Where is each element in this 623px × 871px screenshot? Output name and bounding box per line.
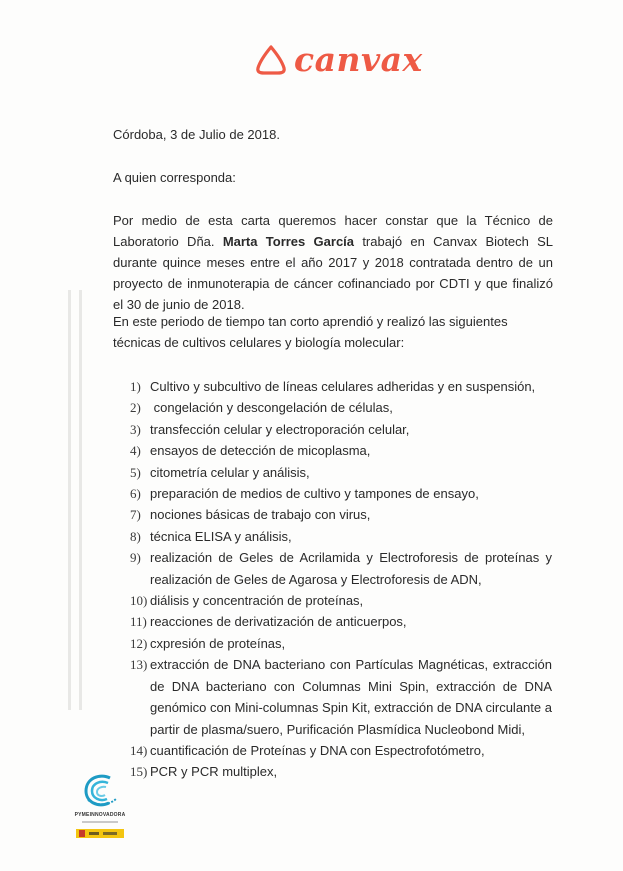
technique-item xyxy=(130,504,552,525)
technique-number: 15) xyxy=(130,764,148,780)
technique-item xyxy=(130,611,552,632)
employee-name: Marta Torres García xyxy=(222,234,355,249)
technique-item xyxy=(130,419,552,440)
technique-item xyxy=(130,376,552,397)
technique-item xyxy=(130,740,552,761)
paragraph-1-intro: Por medio de esta carta queremos hacer constar que la Técnico de Laboratorio Dña. xyxy=(113,213,553,249)
paragraph-1-body: trabajó en Canvax Biotech SL durante quince meses entre el año 2017 y 2018 contratada dentro de un proyecto de inmunoterapia de cáncer cofinanciado por CDTI y que finalizó el 30 de junio de 2018. xyxy=(113,234,554,312)
canvax-logo xyxy=(254,40,423,80)
letter-date: Córdoba, 3 de Julio de 2018. xyxy=(113,127,280,142)
technique-number: 9) xyxy=(130,550,141,566)
technique-item xyxy=(130,633,552,654)
registry-side-text xyxy=(62,290,88,710)
technique-text: citometría celular y análisis, xyxy=(150,464,310,480)
technique-text: extracción de DNA bacteriano con Partículas Magnéticas, extracción de DNA bacteriano con Columnas Mini Spin, extracción de DNA genómico con Mini-columnas Spin Kit, extracción de DNA circulante a partir de plasma/suero, Purificación Plasmídica Nucleobond Midi, xyxy=(150,657,552,737)
letter-paragraph-1 xyxy=(113,210,553,315)
technique-item xyxy=(130,547,552,590)
technique-text: cxpresión de proteínas, xyxy=(150,635,286,651)
technique-number: 1) xyxy=(130,379,141,394)
letter-paragraph-2: En este periodo de tiempo tan corto aprendió y realizó las siguientes técnicas de cultivos celulares y biología molecular: xyxy=(113,314,508,350)
spain-government-badge xyxy=(76,829,124,838)
technique-number: 7) xyxy=(130,507,141,523)
technique-item xyxy=(130,397,552,418)
technique-text: realización de Geles de Acrilamida y Electroforesis de proteínas y realización de Geles de Agarosa y Electroforesis de ADN, xyxy=(150,550,552,587)
technique-number: 10) xyxy=(130,593,148,609)
technique-number: 4) xyxy=(130,443,141,459)
technique-item xyxy=(130,483,552,504)
technique-text: diálisis y concentración de proteínas, xyxy=(150,593,364,609)
canvax-triangle-icon xyxy=(254,44,288,76)
technique-number: 8) xyxy=(130,528,141,544)
technique-text: nociones básicas de trabajo con virus, xyxy=(150,507,371,523)
technique-text: transfección celular y electroporación celular, xyxy=(150,421,410,437)
technique-item xyxy=(130,590,552,611)
pyme-subtitle-line xyxy=(82,821,118,823)
technique-text: preparación de medios de cultivo y tampones de ensayo, xyxy=(150,486,479,502)
pyme-innovadora-seal xyxy=(72,772,128,838)
technique-text: Cultivo y subcultivo de líneas celulares adheridas y en suspensión, xyxy=(150,379,536,394)
technique-number: 11) xyxy=(130,614,147,630)
technique-text: PCR y PCR multiplex, xyxy=(150,764,278,780)
technique-text: técnica ELISA y análisis, xyxy=(150,528,292,544)
technique-text: cuantificación de Proteínas y DNA con Espectrofotómetro, xyxy=(150,742,485,758)
technique-item xyxy=(130,462,552,483)
pyme-wave-icon xyxy=(80,772,120,810)
technique-item xyxy=(130,440,552,461)
technique-text: ensayos de detección de micoplasma, xyxy=(150,443,371,459)
technique-number: 13) xyxy=(130,657,148,673)
technique-text: congelación y descongelación de células, xyxy=(150,400,393,416)
technique-item xyxy=(130,526,552,547)
technique-item xyxy=(130,761,552,782)
technique-number: 3) xyxy=(130,421,141,437)
technique-number: 14) xyxy=(130,742,148,758)
canvax-wordmark: canvax xyxy=(294,40,423,79)
letter-greeting: A quien corresponda: xyxy=(113,170,236,185)
technique-number: 5) xyxy=(130,464,141,480)
pyme-label: PYMEINNOVADORA xyxy=(74,812,126,818)
technique-number: 2) xyxy=(130,400,141,416)
technique-text: reacciones de derivatización de anticuerpos, xyxy=(150,614,407,630)
technique-item xyxy=(130,654,552,740)
techniques-list xyxy=(130,376,552,783)
technique-number: 12) xyxy=(130,635,148,651)
technique-number: 6) xyxy=(130,486,141,502)
